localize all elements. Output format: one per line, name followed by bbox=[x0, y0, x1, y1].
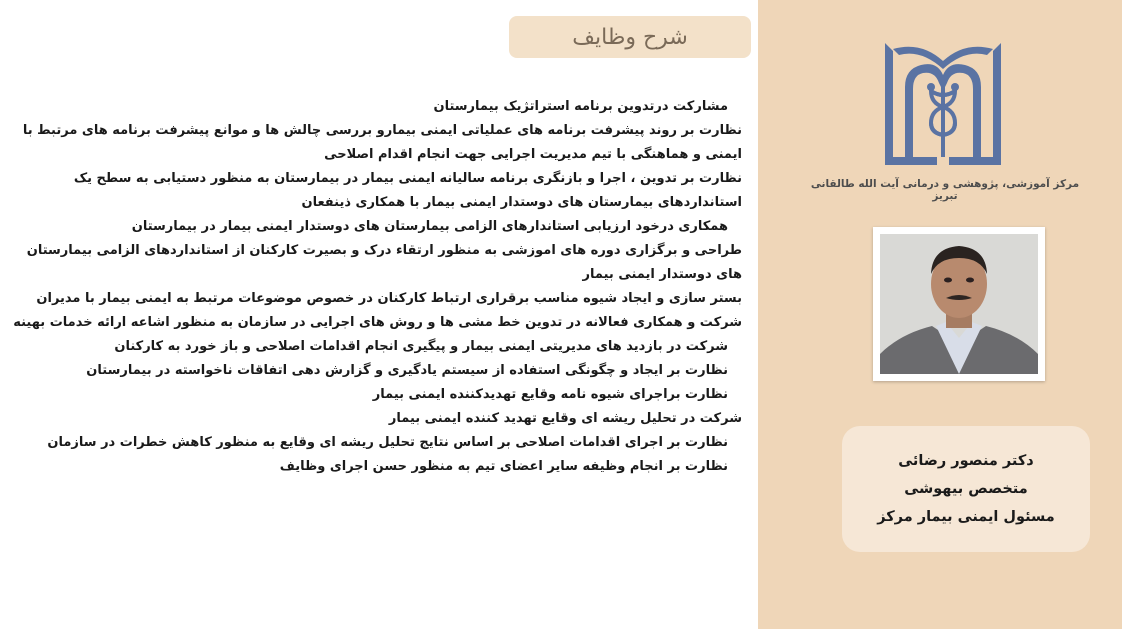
person-role: مسئول ایمنی بیمار مرکز bbox=[877, 509, 1055, 525]
duty-item: طراحی و برگزاری دوره های اموزشی به منظور ارتقاء درک و بصیرت کارکنان از استانداردهای الزامی بیمارستان های دوستدار ایمنی بیمار bbox=[26, 243, 742, 282]
section-title: شرح وظایف bbox=[509, 16, 751, 58]
portrait-photo bbox=[880, 234, 1038, 374]
medical-center-logo-icon bbox=[881, 35, 1005, 171]
duty-item: نظارت بر تدوین ، اجرا و بازنگری برنامه سالیانه ایمنی بیمار در بیمارستان به منظور دستیابی به سطح یک استانداردهای بیمارستان های دوستدار ایمنی بیمار با همکاری ذینفعان bbox=[73, 171, 742, 210]
duty-item: شرکت و همکاری فعالانه در تدوین خط مشی ها و روش های اجرایی در سازمان به منظور اشاعه ارائه خدمات بهینه bbox=[13, 315, 742, 330]
duty-item: مشارکت درتدوین برنامه استراتژیک بیمارستان bbox=[433, 99, 728, 114]
logo-caption: مرکز آموزشی، پژوهشی و درمانی آیت الله طالقانی تبریز bbox=[810, 178, 1080, 202]
person-name: دکتر منصور رضائی bbox=[898, 453, 1034, 469]
duties-list bbox=[8, 95, 742, 479]
duty-item: نظارت بر انجام وظیفه سایر اعضای تیم به منظور حسن اجرای وظایف bbox=[279, 459, 728, 474]
person-specialty: متخصص بیهوشی bbox=[904, 481, 1028, 497]
duty-item: نظارت بر روند پیشرفت برنامه های عملیاتی ایمنی بیمارو بررسی چالش ها و موانع پیشرفت برنامه های مرتبط با ایمنی و هماهنگی با تیم مدیریت اجرایی جهت انجام اقدام اصلاحی bbox=[22, 123, 742, 162]
person-card bbox=[842, 426, 1090, 552]
duty-item: شرکت در تحلیل ریشه ای وقایع تهدید کننده ایمنی بیمار bbox=[388, 411, 742, 426]
duty-item: نظارت براجرای شیوه نامه وقایع تهدیدکننده ایمنی بیمار bbox=[372, 387, 728, 402]
duty-item: نظارت بر ایجاد و چگونگی استفاده از سیستم یادگیری و گزارش دهی اتفاقات ناخواسته در بیمارستان bbox=[86, 363, 728, 378]
duty-item: بستر سازی و ایجاد شیوه مناسب برقراری ارتباط کارکنان در خصوص موضوعات مرتبط به ایمنی بیمار با مدیران bbox=[36, 291, 742, 306]
duty-item: شرکت در بازدید های مدیریتی ایمنی بیمار و پیگیری انجام اقدامات اصلاحی و باز خورد به کارکنان bbox=[114, 339, 728, 354]
duty-item: نظارت بر اجرای اقدامات اصلاحی بر اساس نتایج تحلیل ریشه ای وقایع به منظور کاهش خطرات در سازمان bbox=[47, 435, 728, 450]
duty-item: همکاری درخود ارزیابی استاندارهای الزامی بیمارستان های دوستدار ایمنی بیمار در بیمارستان bbox=[131, 219, 728, 234]
portrait-photo-frame bbox=[873, 227, 1045, 381]
